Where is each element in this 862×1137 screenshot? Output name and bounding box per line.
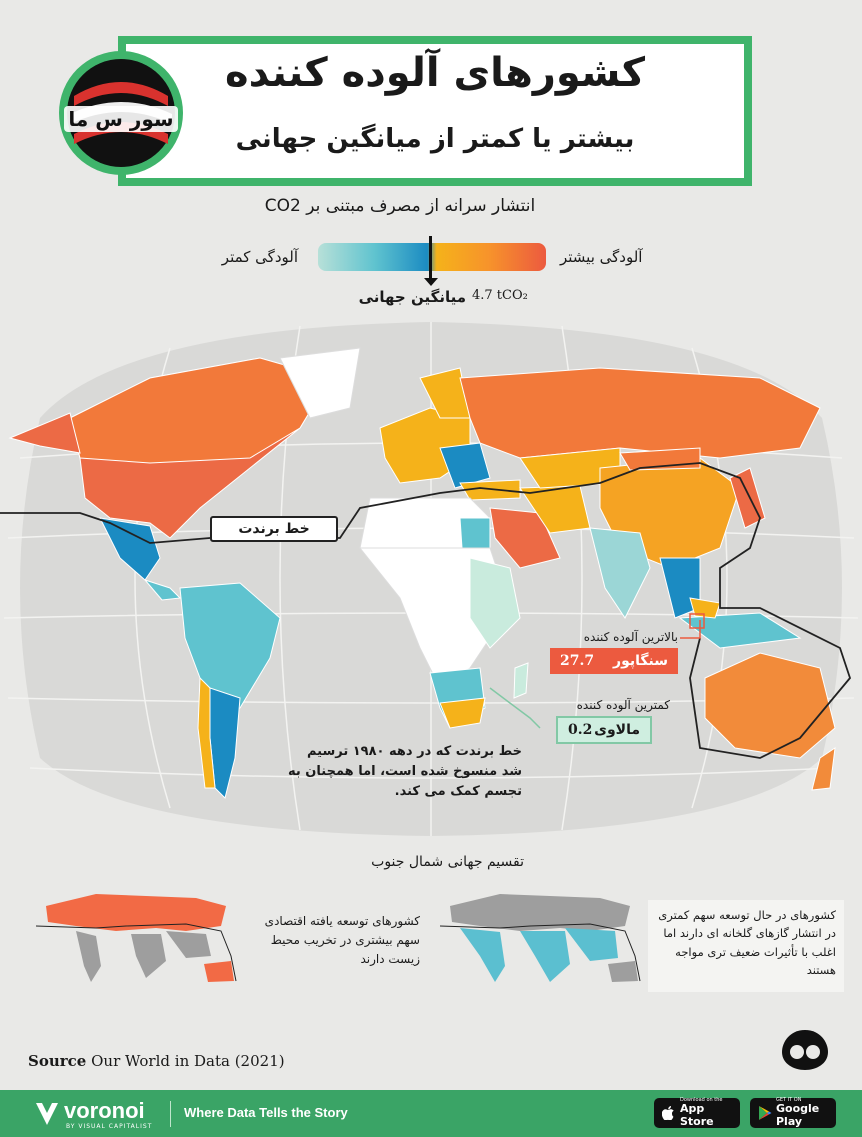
google-play-small: GET IT ON bbox=[776, 1097, 802, 1104]
map-subtitle: انتشار سرانه از مصرف مبتنی بر CO2 bbox=[264, 196, 536, 216]
lowest-polluter-value: 0.2 bbox=[568, 722, 593, 738]
footer-tagline: Where Data Tells the Story bbox=[184, 1105, 348, 1120]
page-title: کشورهای آلوده کننده bbox=[225, 50, 645, 96]
lowest-polluter-country: مالاوی bbox=[594, 722, 640, 738]
lowest-polluter-box bbox=[556, 716, 652, 744]
visual-capitalist-icon bbox=[780, 1026, 830, 1072]
country-russia bbox=[460, 368, 820, 458]
mini-map-north bbox=[36, 886, 246, 992]
brandt-line-tag: خط برندت bbox=[210, 516, 338, 542]
page-subtitle: بیشتر یا کمتر از میانگین جهانی bbox=[235, 124, 635, 154]
country-madagascar bbox=[514, 663, 528, 698]
south-description: کشورهای در حال توسعه سهم کمتری در انتشار گازهای گلخانه ای دارند اما اغلب با تأثیرات ضعیف تری مواجه هستند bbox=[658, 908, 836, 978]
app-store-small: Download on the bbox=[680, 1097, 723, 1104]
highest-polluter-value: 27.7 bbox=[560, 653, 595, 669]
country-egypt bbox=[460, 518, 490, 548]
legend-arrow-icon bbox=[424, 278, 438, 286]
legend-average-value: 4.7 tCO₂ bbox=[472, 288, 528, 303]
highest-polluter-heading: بالاترین آلوده کننده bbox=[583, 630, 678, 644]
logo-badge-text: سور س ما bbox=[68, 107, 174, 131]
brandt-line-note: خط برندت که در دهه ۱۹۸۰ ترسیم شد منسوخ شده است، اما همچنان به تجسم کمک می کند. bbox=[288, 744, 522, 800]
voronoi-logo-icon bbox=[34, 1099, 60, 1127]
footer-brand: voronoi bbox=[64, 1098, 145, 1123]
legend-average-pointer bbox=[429, 236, 432, 282]
highest-polluter-country: سنگاپور bbox=[613, 653, 668, 669]
legend-more-label: آلودگی بیشتر bbox=[560, 248, 643, 266]
legend-average-label: میانگین جهانی bbox=[358, 288, 466, 306]
legend-color-bar bbox=[318, 243, 546, 271]
source-label: Source bbox=[28, 1052, 87, 1070]
footer-divider bbox=[170, 1101, 171, 1127]
mini-map-south bbox=[440, 886, 650, 992]
app-store-label: App Store bbox=[680, 1102, 714, 1128]
divide-title: تقسیم جهانی شمال جنوب bbox=[371, 854, 524, 870]
google-play-label: Google Play bbox=[776, 1102, 820, 1128]
legend-less-label: آلودگی کمتر bbox=[221, 248, 298, 266]
google-play-icon bbox=[758, 1106, 772, 1120]
highest-polluter-box bbox=[550, 648, 678, 674]
source-line bbox=[28, 1052, 285, 1070]
logo-badge-icon bbox=[56, 48, 186, 178]
google-play-button[interactable] bbox=[750, 1098, 836, 1128]
app-store-button[interactable] bbox=[654, 1098, 740, 1128]
source-text: Our World in Data (2021) bbox=[91, 1052, 285, 1070]
north-description: کشورهای توسعه یافته اقتصادی سهم بیشتری در تخریب محیط زیست دارند bbox=[264, 914, 420, 967]
apple-icon bbox=[662, 1106, 676, 1120]
lowest-polluter-heading: کمترین آلوده کننده bbox=[576, 698, 670, 712]
footer-brand-sub: BY VISUAL CAPITALIST bbox=[66, 1123, 153, 1130]
